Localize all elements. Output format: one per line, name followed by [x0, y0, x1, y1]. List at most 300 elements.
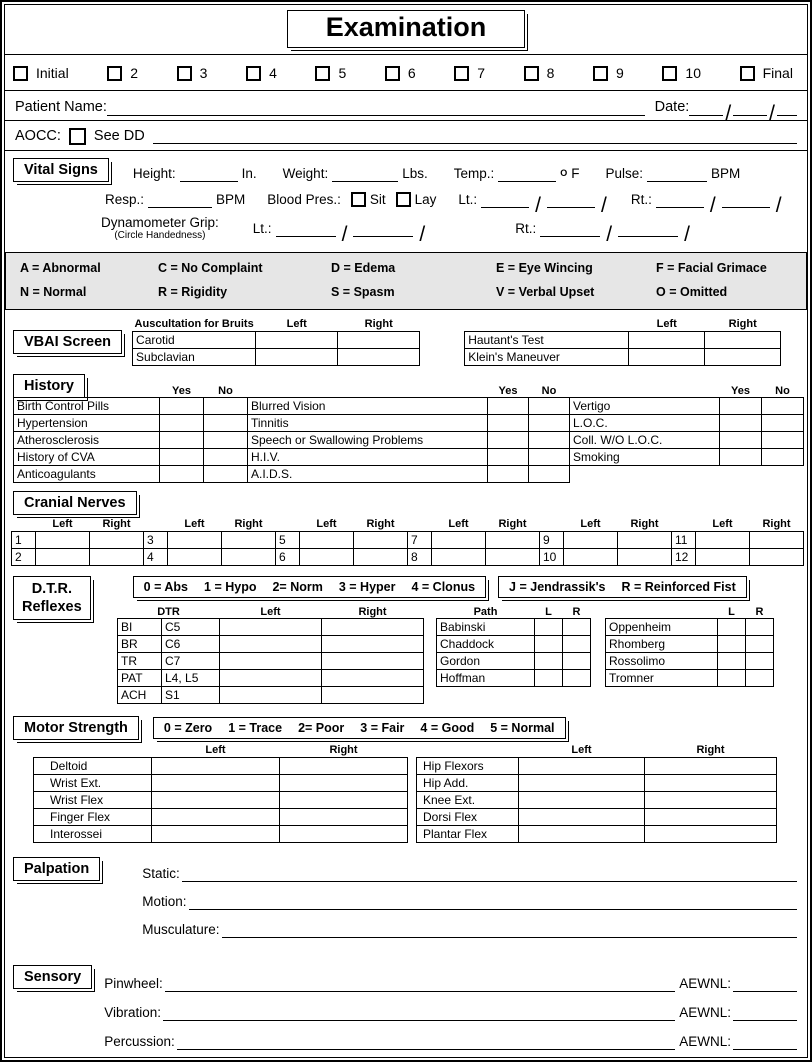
slash — [340, 230, 350, 240]
nerve-number: 6 — [276, 548, 300, 565]
row-label: Coll. W/O L.O.C. — [570, 432, 720, 449]
grip-right-input-2[interactable] — [618, 220, 678, 237]
legend-item: D = Edema — [331, 261, 396, 275]
dtr-abbr: PAT — [118, 670, 162, 687]
row-label: Deltoid — [34, 757, 152, 774]
temp-input[interactable] — [498, 165, 556, 182]
column-header-right: Right — [498, 518, 527, 531]
bp-sit-checkbox[interactable] — [351, 192, 366, 207]
bp-right-field: Rt.: / / — [631, 191, 784, 208]
motion-label: Motion: — [142, 893, 187, 909]
history-no-cell[interactable] — [204, 415, 248, 432]
row-label: Interossei — [34, 825, 152, 842]
cranial-left-cell[interactable] — [696, 531, 750, 548]
row-label: H.I.V. — [248, 449, 488, 466]
date-day-input[interactable] — [733, 99, 767, 116]
row-label: Oppenheim — [606, 619, 718, 636]
sensory-vibration-input[interactable] — [163, 1004, 675, 1021]
dynamometer-label: Dynamometer Grip: (Circle Handedness) — [101, 215, 219, 241]
visit-checkbox-5[interactable] — [315, 66, 330, 81]
column-header-right: Right — [762, 518, 791, 531]
column-header-left: Left — [260, 605, 281, 618]
visit-option-4 — [246, 65, 277, 81]
row-label: Gordon — [437, 653, 535, 670]
column-header-left: Left — [580, 518, 601, 531]
motor-right-cell[interactable] — [645, 825, 777, 842]
column-header-left: Left — [316, 518, 337, 531]
path-right-cell[interactable] — [563, 619, 591, 636]
auscultation-table — [132, 318, 420, 366]
height-field: Height: In. — [132, 166, 257, 181]
column-header-left: Left — [205, 744, 226, 757]
row-label: A.I.D.S. — [248, 466, 488, 483]
visit-label: 9 — [616, 65, 624, 81]
dtr-right-cell[interactable] — [322, 653, 424, 670]
musculature-label: Musculature: — [142, 921, 220, 937]
visit-label: 4 — [269, 65, 277, 81]
column-header-right: Right — [329, 744, 358, 757]
column-header-yes: Yes — [172, 384, 191, 397]
aewnl-label: AEWNL: — [679, 975, 731, 991]
column-header-l: L — [545, 605, 552, 618]
reflex-right-cell[interactable] — [746, 670, 774, 687]
row-label: Wrist Ext. — [34, 774, 152, 791]
row-label: Hoffman — [437, 670, 535, 687]
cranial-left-cell[interactable] — [168, 548, 222, 565]
cranial-nerves-table — [11, 518, 804, 566]
date-month-input[interactable] — [689, 99, 723, 116]
column-header-dtr: DTR — [157, 605, 180, 618]
motor-left-cell[interactable] — [152, 825, 280, 842]
history-yes-cell[interactable] — [488, 466, 529, 483]
slash — [708, 201, 718, 211]
sensory-vibration-aewnl-input[interactable] — [733, 1004, 797, 1021]
row-label: Hypertension — [14, 415, 160, 432]
dtr-left-cell[interactable] — [220, 687, 322, 704]
pinwheel-label: Pinwheel: — [104, 975, 163, 991]
legend-item: V = Verbal Upset — [496, 285, 595, 299]
history-no-cell[interactable] — [762, 415, 804, 432]
dtr-reflexes-section — [5, 576, 807, 705]
history-no-cell[interactable] — [529, 449, 570, 466]
grip-right-field: Rt.: / / — [515, 220, 692, 237]
cranial-right-cell[interactable] — [486, 531, 540, 548]
dtr-level: S1 — [162, 687, 220, 704]
dtr-scale-key: 0 = Abs 1 = Hypo 2= Norm 3 = Hyper 4 = Clonus — [133, 576, 486, 598]
history-yes-cell[interactable] — [488, 398, 529, 415]
patient-name-input[interactable] — [107, 99, 645, 116]
column-header-right: Right — [630, 518, 659, 531]
cranial-right-cell[interactable] — [618, 531, 672, 548]
motor-left-cell[interactable] — [519, 808, 645, 825]
nerve-number: 7 — [408, 531, 432, 548]
nerve-number: 3 — [144, 531, 168, 548]
dtr-abbr: ACH — [118, 687, 162, 704]
row-label: Rhomberg — [606, 636, 718, 653]
nerve-number: 2 — [12, 548, 36, 565]
nerve-number: 5 — [276, 531, 300, 548]
cranial-left-cell[interactable] — [300, 531, 354, 548]
carotid-right-cell[interactable] — [338, 331, 420, 348]
motor-right-cell[interactable] — [280, 808, 408, 825]
column-header-right: Right — [102, 518, 131, 531]
subclavian-left-cell[interactable] — [256, 348, 338, 365]
vitals-row-2 — [5, 184, 807, 210]
palpation-motion-input[interactable] — [189, 893, 797, 910]
history-no-cell[interactable] — [204, 449, 248, 466]
path-left-cell[interactable] — [535, 670, 563, 687]
column-header-left: Left — [571, 744, 592, 757]
resp-input[interactable] — [148, 191, 212, 208]
path-left-cell[interactable] — [535, 653, 563, 670]
column-header-no: No — [541, 384, 557, 397]
dtr-left-cell[interactable] — [220, 670, 322, 687]
visit-checkbox-4[interactable] — [246, 66, 261, 81]
visit-checkbox-9[interactable] — [593, 66, 608, 81]
sensory-percussion-input[interactable] — [177, 1033, 675, 1050]
history-no-cell[interactable] — [762, 449, 804, 466]
column-header-left: Left — [448, 518, 469, 531]
cranial-right-cell[interactable] — [750, 548, 804, 565]
cranial-right-cell[interactable] — [90, 548, 144, 565]
history-yes-cell[interactable] — [488, 432, 529, 449]
legend-item: A = Abnormal — [20, 261, 101, 275]
history-no-cell[interactable] — [204, 398, 248, 415]
pathological-reflex-table — [436, 606, 591, 688]
visit-option-6 — [385, 65, 416, 81]
history-no-cell[interactable] — [529, 466, 570, 483]
motor-right-cell[interactable] — [280, 774, 408, 791]
history-section — [5, 374, 807, 484]
dtr-abbr: TR — [118, 653, 162, 670]
history-no-cell[interactable] — [529, 415, 570, 432]
visit-checkbox-2[interactable] — [107, 66, 122, 81]
section-label-history: History — [13, 374, 85, 398]
column-header-left: Left — [52, 518, 73, 531]
legend-item: S = Spasm — [331, 285, 395, 299]
section-label-palpation: Palpation — [13, 857, 100, 881]
motor-scale-key: 0 = Zero 1 = Trace 2= Poor 3 = Fair 4 = Good 5 = Normal — [153, 717, 566, 739]
sensory-percussion-aewnl-input[interactable] — [733, 1033, 797, 1050]
visit-checkbox-initial[interactable] — [13, 66, 28, 81]
history-table-2 — [247, 385, 570, 484]
visit-label: 8 — [546, 65, 555, 81]
bp-right-diastolic-input[interactable] — [722, 191, 770, 208]
cranial-right-cell[interactable] — [750, 531, 804, 548]
visit-checkbox-8[interactable] — [524, 66, 539, 81]
cranial-left-cell[interactable] — [168, 531, 222, 548]
history-table-3 — [569, 385, 804, 467]
row-label: Plantar Flex — [417, 825, 519, 842]
column-header-left: Left — [712, 518, 733, 531]
history-no-cell[interactable] — [762, 398, 804, 415]
history-no-cell[interactable] — [762, 432, 804, 449]
row-label: L.O.C. — [570, 415, 720, 432]
slash — [682, 230, 692, 240]
dtr-left-cell[interactable] — [220, 653, 322, 670]
column-header-right: Right — [234, 518, 263, 531]
dtr-left-cell[interactable] — [220, 619, 322, 636]
row-label: Hip Flexors — [417, 757, 519, 774]
row-label: Birth Control Pills — [14, 398, 160, 415]
reflex-left-cell[interactable] — [718, 619, 746, 636]
motor-right-cell[interactable] — [645, 757, 777, 774]
section-label-vital-signs: Vital Signs — [13, 158, 109, 182]
sensory-pinwheel-aewnl-input[interactable] — [733, 975, 797, 992]
column-header-right: Right — [728, 318, 757, 331]
resp-field: Resp.: BPM — [105, 192, 246, 207]
dtr-jendrassik-key: J = Jendrassik's R = Reinforced Fist — [498, 576, 747, 598]
patient-row — [5, 91, 807, 120]
cranial-right-cell[interactable] — [618, 548, 672, 565]
cranial-right-cell[interactable] — [222, 531, 276, 548]
motor-left-cell[interactable] — [519, 791, 645, 808]
cranial-left-cell[interactable] — [564, 548, 618, 565]
row-label: Wrist Flex — [34, 791, 152, 808]
visit-checkbox-3[interactable] — [177, 66, 192, 81]
row-label: History of CVA — [14, 449, 160, 466]
cranial-right-cell[interactable] — [90, 531, 144, 548]
column-header-r: R — [572, 605, 581, 618]
temp-field: Temp.: O F — [453, 166, 580, 181]
vibration-label: Vibration: — [104, 1004, 162, 1020]
sensory-pinwheel-input[interactable] — [165, 975, 675, 992]
column-header-no: No — [775, 384, 790, 397]
visit-label: 5 — [338, 65, 347, 81]
section-label-sensory: Sensory — [13, 965, 92, 989]
carotid-left-cell[interactable] — [256, 331, 338, 348]
row-label: Blurred Vision — [248, 398, 488, 415]
aocc-input[interactable] — [153, 129, 797, 144]
bp-lay-checkbox[interactable] — [396, 192, 411, 207]
abbreviation-key — [5, 252, 807, 310]
cranial-right-cell[interactable] — [354, 548, 408, 565]
reflex-right-cell[interactable] — [746, 636, 774, 653]
history-table-1 — [13, 385, 248, 484]
visit-option-initial — [13, 65, 69, 81]
cranial-right-cell[interactable] — [354, 531, 408, 548]
cranial-left-cell[interactable] — [432, 548, 486, 565]
vbai-tests-table — [464, 318, 781, 366]
motor-left-cell[interactable] — [152, 791, 280, 808]
legend-item: F = Facial Grimace — [656, 261, 767, 275]
path-left-cell[interactable] — [535, 636, 563, 653]
visit-checkbox-7[interactable] — [454, 66, 469, 81]
nerve-number: 1 — [12, 531, 36, 548]
motor-left-cell[interactable] — [519, 757, 645, 774]
history-yes-cell[interactable] — [720, 432, 762, 449]
grip-left-input-2[interactable] — [353, 220, 413, 237]
cranial-left-cell[interactable] — [432, 531, 486, 548]
vitals-row-1 — [5, 151, 807, 184]
row-label: Anticoagulants — [14, 466, 160, 483]
slash — [604, 230, 614, 240]
dtr-level: C6 — [162, 636, 220, 653]
dtr-level: C5 — [162, 619, 220, 636]
title-row — [5, 5, 807, 54]
history-yes-cell[interactable] — [488, 449, 529, 466]
motor-right-cell[interactable] — [645, 774, 777, 791]
motor-left-cell[interactable] — [519, 774, 645, 791]
dtr-right-cell[interactable] — [322, 636, 424, 653]
reflex-left-cell[interactable] — [718, 670, 746, 687]
pulse-field: Pulse: BPM — [605, 166, 741, 181]
history-yes-cell[interactable] — [720, 415, 762, 432]
column-header-right: Right — [364, 318, 393, 331]
section-label-vbai-screen: VBAI Screen — [13, 330, 122, 354]
column-header-left: Left — [286, 318, 307, 331]
see-dd-label: See DD — [93, 128, 145, 144]
row-label: Rossolimo — [606, 653, 718, 670]
history-yes-cell[interactable] — [160, 449, 204, 466]
hautants-left-cell[interactable] — [629, 331, 705, 348]
row-label-hautants-test: Hautant's Test — [465, 331, 629, 348]
kleins-left-cell[interactable] — [629, 348, 705, 365]
motor-right-cell[interactable] — [280, 825, 408, 842]
visit-checkbox-6[interactable] — [385, 66, 400, 81]
reflex-left-cell[interactable] — [718, 653, 746, 670]
palpation-section — [5, 857, 807, 949]
reflex-right-cell[interactable] — [746, 619, 774, 636]
grip-left-field: Lt.: / / — [253, 220, 427, 237]
column-header-left: Left — [656, 318, 677, 331]
grip-right-input-1[interactable] — [540, 220, 600, 237]
hautants-right-cell[interactable] — [705, 331, 781, 348]
section-label-cranial-nerves: Cranial Nerves — [13, 491, 137, 515]
degree-symbol: O — [560, 168, 568, 178]
motor-right-cell[interactable] — [280, 791, 408, 808]
history-yes-cell[interactable] — [160, 398, 204, 415]
height-input[interactable] — [180, 165, 238, 182]
cranial-left-cell[interactable] — [696, 548, 750, 565]
cranial-right-cell[interactable] — [486, 548, 540, 565]
legend-item: O = Omitted — [656, 285, 728, 299]
history-yes-cell[interactable] — [160, 432, 204, 449]
pulse-input[interactable] — [647, 165, 707, 182]
cranial-left-cell[interactable] — [36, 548, 90, 565]
aewnl-label: AEWNL: — [679, 1004, 731, 1020]
motor-left-cell[interactable] — [152, 757, 280, 774]
page-title: Examination — [325, 12, 487, 42]
visit-label: 3 — [199, 65, 208, 81]
aocc-label: AOCC: — [15, 128, 61, 144]
visit-checkbox-row — [5, 55, 807, 90]
visit-label: Initial — [36, 65, 69, 81]
history-tables — [5, 385, 807, 484]
row-label-subclavian: Subclavian — [133, 348, 256, 365]
legend-item: R = Rigidity — [158, 285, 228, 299]
weight-field: Weight: Lbs. — [282, 166, 428, 181]
motor-right-cell[interactable] — [645, 808, 777, 825]
history-yes-cell[interactable] — [720, 398, 762, 415]
history-no-cell[interactable] — [204, 466, 248, 483]
cranial-left-cell[interactable] — [564, 531, 618, 548]
motor-left-cell[interactable] — [519, 825, 645, 842]
slash — [723, 109, 733, 119]
cranial-right-cell[interactable] — [222, 548, 276, 565]
vital-signs-section — [5, 151, 807, 247]
subclavian-right-cell[interactable] — [338, 348, 420, 365]
visit-checkbox-final[interactable] — [740, 66, 755, 81]
path-right-cell[interactable] — [563, 653, 591, 670]
visit-label: 10 — [685, 65, 701, 81]
dtr-abbr: BI — [118, 619, 162, 636]
date-year-input[interactable] — [777, 99, 797, 116]
visit-option-9 — [593, 65, 624, 81]
dtr-right-cell[interactable] — [322, 687, 424, 704]
bp-left-diastolic-input[interactable] — [547, 191, 595, 208]
see-dd-checkbox[interactable] — [69, 128, 86, 145]
row-label: Atherosclerosis — [14, 432, 160, 449]
history-yes-cell[interactable] — [160, 415, 204, 432]
dtr-level: C7 — [162, 653, 220, 670]
visit-checkbox-10[interactable] — [662, 66, 677, 81]
kleins-right-cell[interactable] — [705, 348, 781, 365]
cranial-left-cell[interactable] — [36, 531, 90, 548]
history-yes-cell[interactable] — [488, 415, 529, 432]
bp-left-systolic-input[interactable] — [481, 191, 529, 208]
path-right-cell[interactable] — [563, 636, 591, 653]
row-label: Finger Flex — [34, 808, 152, 825]
static-label: Static: — [142, 865, 180, 881]
reflex-left-cell[interactable] — [718, 636, 746, 653]
path-left-cell[interactable] — [535, 619, 563, 636]
visit-label: 6 — [407, 65, 416, 81]
column-header-left: Left — [184, 518, 205, 531]
row-label: Hip Add. — [417, 774, 519, 791]
row-label: Knee Ext. — [417, 791, 519, 808]
motor-left-cell[interactable] — [152, 774, 280, 791]
row-label-kleins-maneuver: Klein's Maneuver — [465, 348, 629, 365]
visit-label: 7 — [477, 65, 486, 81]
dtr-right-cell[interactable] — [322, 619, 424, 636]
history-yes-cell[interactable] — [160, 466, 204, 483]
column-header-yes: Yes — [731, 384, 750, 397]
history-yes-cell[interactable] — [720, 449, 762, 466]
aocc-row — [5, 121, 807, 150]
grip-left-input-1[interactable] — [276, 220, 336, 237]
cranial-left-cell[interactable] — [300, 548, 354, 565]
path-right-cell[interactable] — [563, 670, 591, 687]
history-no-cell[interactable] — [204, 432, 248, 449]
slash — [533, 201, 543, 211]
blood-pressure-field: Blood Pres.: Sit Lay — [267, 192, 437, 207]
row-label: Smoking — [570, 449, 720, 466]
dtr-table — [117, 606, 424, 705]
motor-left-cell[interactable] — [152, 808, 280, 825]
history-no-cell[interactable] — [529, 432, 570, 449]
visit-option-2 — [107, 65, 138, 81]
dtr-level: L4, L5 — [162, 670, 220, 687]
motor-right-cell[interactable] — [645, 791, 777, 808]
date-label: Date: — [654, 99, 690, 115]
row-label: Tromner — [606, 670, 718, 687]
motor-right-cell[interactable] — [280, 757, 408, 774]
reflex-right-cell[interactable] — [746, 653, 774, 670]
weight-input[interactable] — [332, 165, 398, 182]
slash — [767, 109, 777, 119]
nerve-number: 4 — [144, 548, 168, 565]
page-title-box — [287, 10, 526, 48]
dtr-right-cell[interactable] — [322, 670, 424, 687]
bp-right-systolic-input[interactable] — [656, 191, 704, 208]
history-no-cell[interactable] — [529, 398, 570, 415]
row-label-carotid: Carotid — [133, 331, 256, 348]
palpation-static-input[interactable] — [182, 865, 797, 882]
dtr-left-cell[interactable] — [220, 636, 322, 653]
palpation-musculature-input[interactable] — [222, 921, 797, 938]
nerve-number: 10 — [540, 548, 564, 565]
